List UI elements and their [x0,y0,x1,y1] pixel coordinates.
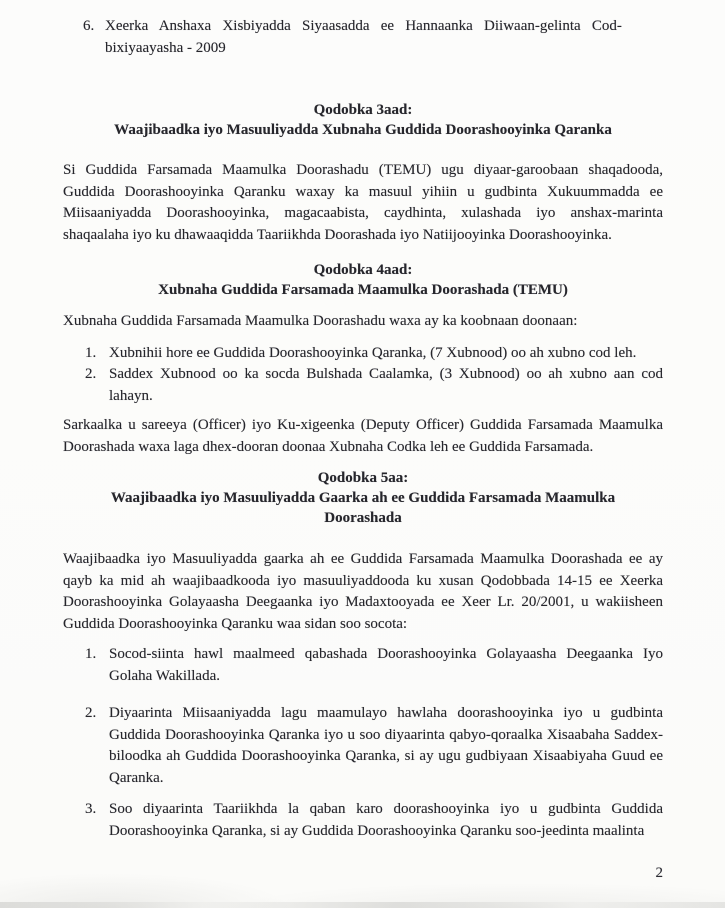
qodobka-5-paragraph: Waajibaadka iyo Masuuliyadda gaarka ah ee Guddida Farsamada Maamulka Doorashada ee ay qayb ka mid ah waajibaadkooda iyo masuuliyaddooda ku xusan Qodobbada 14-15 ee Xeerka Doorashooyinka Golayaasha Deegaanka iyo Madaxtooyada ee Xeer Lr. 20/2001, u wakiisheen Guddida Doorashooyinka Qaranku waa sidan soo socota: [63,551,663,632]
item-6-text [105,16,663,59]
item-6-text-line2: bixiyaayasha - 2009 [105,39,226,56]
qodobka-5-subtitle: Waajibaadka iyo Masuuliyadda Gaarka ah ee Guddida Farsamada Maamulka Doorashada [110,490,616,526]
list-item-1-number: 1. [85,344,97,361]
list-item-2 [85,364,663,407]
qodobka-4-title: Qodobka 4aad: [313,262,413,278]
qodobka-4-closing-paragraph: Sarkaalka u sareeya (Officer) iyo Ku-xigeenka (Deputy Officer) Guddida Farsamada Maamulka Doorashada waxa laga dhex-dooran doonaa Xubnaha Codka leh ee Guddida Farsamada. [63,417,663,455]
qodobka-4-subtitle: Xubnaha Guddida Farsamada Maamulka Doorashada (TEMU) [158,282,568,298]
qodobka-4-list [85,343,663,408]
duty-item-1-number: 1. [85,646,97,662]
list-item-2-number: 2. [85,366,97,382]
qodobka-4-intro: Xubnaha Guddida Farsamada Maamulka Doorashadu waxa ay ka koobnaan doonaan: [63,313,578,329]
duty-item-2-number: 2. [85,705,97,721]
list-item-2-text: Saddex Xubnood oo ka socda Bulshada Caalamka, (3 Xubnood) oo ah xubno aan cod lahayn. [109,366,663,404]
item-6-number: 6. [83,18,95,34]
list-item-1-text: Xubnihii hore ee Guddida Doorashooyinka Qaranka, (7 Xubnood) oo ah xubno cod leh. [109,344,637,361]
qodobka-5-heading [63,468,663,528]
duty-item-2-text: Diyaarinta Miisaaniyadda lagu maamulayo hawlaha doorashooyinka iyo u gudbinta Guddida Doorashooyinka Qaranka iyo u soo diyaarinta qabyo-qoraalka Xisaabaha Saddex-biloodka ah Guddida Doorashooyinka Qaranka, si ay ugu gudbiyaan Xisaabiyaha Guud ee Qaranka. [109,705,663,786]
page-number: 2 [655,865,663,881]
item-6-text-line1: Xeerka Anshaxa Xisbiyadda Siyaasadda ee Hannaanka Diiwaan-gelinta Cod- [105,18,622,34]
qodobka-3-paragraph: Si Guddida Farsamada Maamulka Doorashadu (TEMU) ugu diyaar-garoobaan shaqadooda, Guddida Doorashooyinka Qaranku waxay ka masuul yihiin u gudbinta Xukuummadda ee Miisaaniyadda Doorashooyinka, magacaabista, caydhinta, xulashada iyo anshax-marinta shaqaalaha iyo ku dhawaaqidda Taariikhda Doorashada iyo Natiijooyinka Doorashooyinka. [63,162,663,243]
qodobka-3-heading [63,100,663,140]
qodobka-3-subtitle: Waajibaadka iyo Masuuliyadda Xubnaha Guddida Doorashooyinka Qaranka [114,122,612,138]
duty-item-3 [85,799,663,842]
duty-item-3-text: Soo diyaarinta Taariikhda la qaban karo doorashooyinka iyo u gudbinta Guddida Doorashooyinka Qaranka, si ay Guddida Doorashooyinka Qaranku soo-jeedinta maalinta [109,801,663,839]
qodobka-4-heading [63,260,663,300]
duty-item-1-text: Socod-siinta hawl maalmeed qabashada Doorashooyinka Golayaasha Deegaanka Iyo Golaha Wakillada. [109,646,663,684]
list-item-1 [85,343,663,365]
numbered-item-6 [83,16,663,59]
duty-item-2 [85,703,663,789]
qodobka-3-title: Qodobka 3aad: [313,102,413,118]
duty-item-3-number: 3. [85,801,97,817]
qodobka-5-title: Qodobka 5aa: [317,470,409,486]
qodobka-5-list [85,644,663,842]
duty-item-1 [85,644,663,687]
